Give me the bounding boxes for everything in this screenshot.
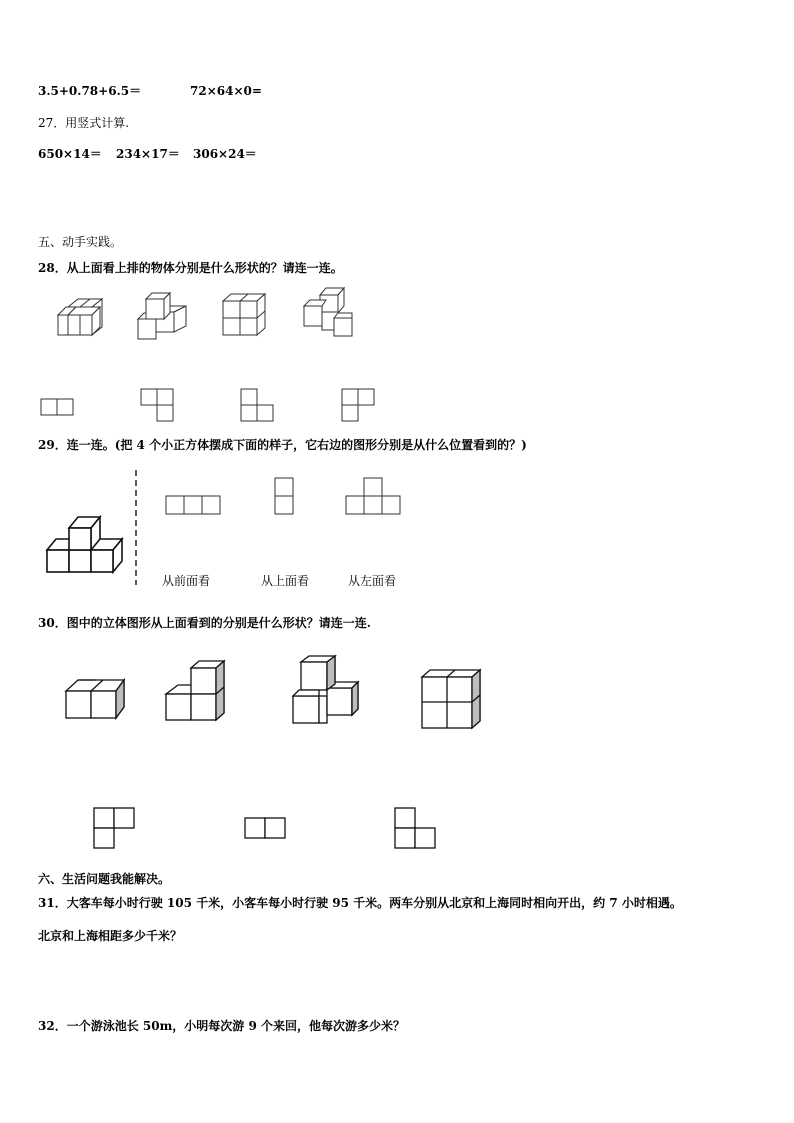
q30-solid-1 <box>66 680 124 718</box>
q28-solid-1 <box>58 299 102 335</box>
q28-view-4 <box>342 389 374 421</box>
q29-cube-arrangement <box>47 517 122 572</box>
q27-expression-1: 650×14＝ <box>38 147 102 161</box>
arith-expression-2: 72×64×0= <box>190 84 262 98</box>
q31-line-2: 北京和上海相距多少千米？ <box>38 929 183 943</box>
q29-caption-left: 从左面看 <box>348 574 397 588</box>
q28-view-3 <box>241 389 273 421</box>
q29-caption-front: 从前面看 <box>162 574 211 588</box>
q28-view-2 <box>141 389 173 421</box>
q27-expression-3: 306×24＝ <box>193 147 257 161</box>
q29-view-t-shape <box>346 478 400 514</box>
q28-view-1 <box>41 399 73 415</box>
q30-solid-4 <box>422 670 480 728</box>
q28-solid-2 <box>138 293 186 339</box>
section-6-heading: 六、生活问题我能解决。 <box>38 872 171 886</box>
q30-view-2 <box>245 818 285 838</box>
q30-view-3 <box>395 808 435 848</box>
q30-shade-4 <box>327 656 335 690</box>
q32-question: 32．一个游泳池长 50m，小明每次游 9 个来回，他每次游多少米？ <box>38 1019 405 1033</box>
q30-view-1 <box>94 808 134 848</box>
q29-title: 29．连一连。(把 4 个小正方体摆成下面的样子，它右边的图形分别是从什么位置看到的？) <box>38 438 527 452</box>
q30-shade-3 <box>352 682 358 715</box>
q30-title: 30．图中的立体图形从上面看到的分别是什么形状？请连一连. <box>38 616 371 630</box>
q28-solid-3 <box>223 294 265 335</box>
q28-solid-4 <box>304 288 352 336</box>
q27-title: 27．用竖式计算. <box>38 116 130 130</box>
q29-view-three-in-row <box>166 496 220 514</box>
q27-expression-2: 234×17＝ <box>116 147 180 161</box>
q30-solid-3 <box>293 656 358 723</box>
arith-expression-1: 3.5+0.78+6.5＝ <box>38 84 142 98</box>
section-5-heading: 五、动手实践。 <box>38 235 123 249</box>
q31-line-1: 31．大客车每小时行驶 105 千米，小客车每小时行驶 95 千米。两车分别从北京和上海同时相向开出，约 7 小时相遇。 <box>38 896 682 910</box>
q29-view-two-stacked <box>275 478 293 514</box>
q28-title: 28．从上面看上排的物体分别是什么形状的？请连一连。 <box>38 261 343 275</box>
q30-solid-2 <box>166 661 224 720</box>
q29-caption-top: 从上面看 <box>261 574 310 588</box>
